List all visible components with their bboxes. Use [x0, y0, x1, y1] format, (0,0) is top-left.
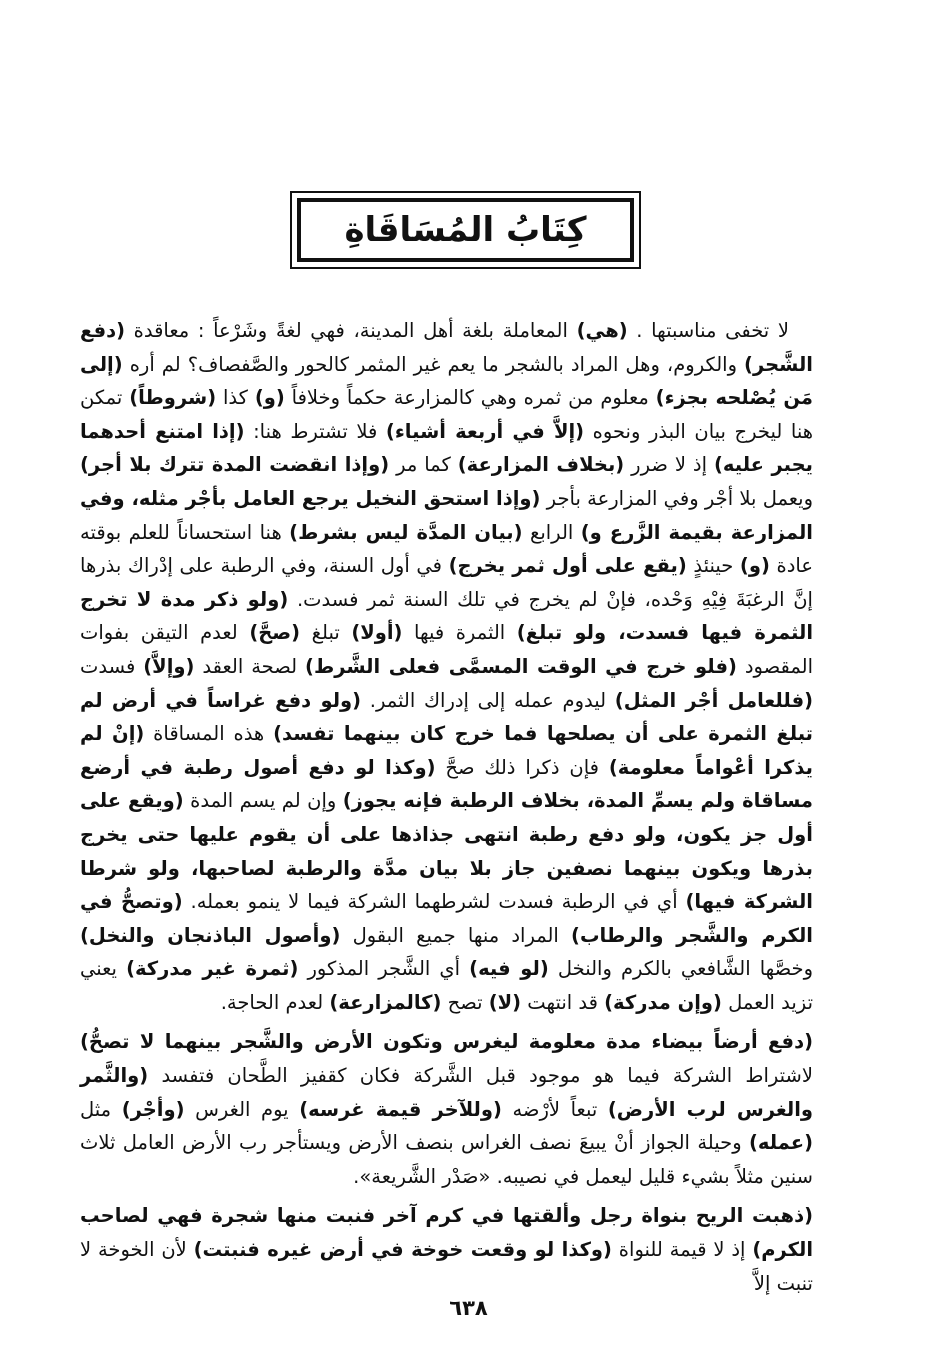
matn-text: (لو فيه)	[469, 957, 549, 981]
commentary-text: في أول السنة، وفي الرطبة على إدْراك بذرها إنَّ الرغبَةَ فِيْهِ وَحْده، فإنْ لم يخرج في تلك السنة ثمر فسدت.	[80, 554, 813, 611]
matn-text: (وإلاَّ)	[143, 654, 195, 678]
page-number: ٦٣٨	[449, 1296, 488, 1320]
commentary-text: يوم الغرس	[184, 1097, 300, 1121]
matn-text: (يقع على أول ثمر يخرج)	[448, 554, 687, 578]
commentary-text: والكروم، وهل المراد بالشجر ما يعم غير المثمر كالحور والصَّفصاف؟ لم أره	[122, 352, 745, 376]
commentary-text: الرابع	[522, 520, 581, 544]
matn-text: (و)	[254, 386, 285, 410]
commentary-text: لأن الخوخة لا تنبت إلاَّ	[80, 1238, 813, 1295]
matn-text: (أولا)	[351, 621, 403, 645]
paragraph	[80, 1199, 813, 1300]
matn-text: (وللآخر قيمة غرسه)	[299, 1097, 502, 1121]
commentary-text: لعدم الحاجة.	[220, 990, 330, 1014]
commentary-text: تصح	[441, 990, 489, 1014]
commentary-text: فلا تشترط هنا:	[244, 419, 386, 443]
matn-text: (ذهبت الريح بنواة رجل وألقتها في كرم آخر فنبت منها شجرة فهي لصاحب الكرم)	[80, 1204, 814, 1262]
commentary-text: مثل	[80, 1097, 122, 1121]
commentary-text: وخصَّها الشَّافعي بالكرم والنخل	[548, 957, 814, 981]
commentary-text: تمكن هنا ليخرج بيان البذر ونحوه	[80, 386, 813, 443]
matn-text: (و)	[739, 554, 770, 578]
commentary-text: معلوم من ثمره وهي كالمزارعة حكماً وخلافاً	[284, 386, 656, 410]
matn-text: (وكذا لو وقعت خوخة في أرض غيره فنبتت)	[193, 1238, 612, 1262]
matn-text: (وأجْر)	[121, 1097, 185, 1121]
matn-text: (بيان المدَّة ليس بشرط)	[289, 520, 523, 544]
commentary-text: فإن ذكرا ذلك صحَّ	[435, 755, 609, 779]
matn-text: (دفع أرضاً بيضاء مدة معلومة ليغرس وتكون الأرض والشَّجر بينهما لا تصحُّ)	[80, 1030, 813, 1054]
matn-text: (كالمزارعة)	[329, 990, 442, 1014]
matn-text: (ويقع على أول جز يكون، ولو دفع رطبة انتهى جذاذها على أن يقوم عليها حتى يخرج بذرها ويكون بينهما نصفين جاز بلا بيان مدَّة والرطبة لصاحبها، ولو شرطا الشركة فيها)	[80, 789, 813, 914]
commentary-text: لصحة العقد	[194, 654, 306, 678]
matn-text: (ثمرة غير مدركة)	[126, 957, 299, 981]
commentary-text: وحيلة الجواز أنْ يبيعَ نصف الغراس بنصف الأرض ويستأجر رب الأرض العامل ثلاث سنين مثلاً بشيء قليل ليعمل في نصيبه. «صَدْر الشَّريعة».	[80, 1131, 813, 1188]
matn-text: (صحَّ)	[249, 621, 301, 645]
matn-text: (هي)	[576, 319, 628, 342]
matn-text: (إلى مَن يُصْلحه بجزء)	[80, 352, 813, 410]
commentary-text: أي في الرطبة فسدت لشرطهما الشركة فيما لا ينمو بعمله.	[182, 890, 686, 914]
matn-text: (وأصول الباذنجان والنخل)	[80, 923, 341, 947]
commentary-text: قد انتهت	[521, 990, 605, 1014]
commentary-text: ويعمل بلا أجْر وفي المزارعة بأجر	[540, 486, 813, 510]
chapter-title: كِتَابُ المُسَاقَاةِ	[344, 210, 587, 250]
matn-text: (بخلاف المزارعة)	[457, 453, 625, 477]
matn-text: (وإن مدركة)	[604, 990, 722, 1014]
commentary-text: يعني تزيد العمل	[80, 957, 813, 1014]
matn-text: (ولو دفع غراساً في أرض لم تبلغ الثمرة على أن يصلحها فما خرج كان بينهما تفسد)	[80, 688, 813, 746]
commentary-text: هذه المساقاة	[144, 722, 274, 746]
commentary-text: لعدم التيقن بفوات المقصود	[80, 621, 813, 678]
commentary-text: فسدت	[80, 654, 144, 678]
matn-text: (وتصحُّ في الكرم والشَّجر والرطاب)	[80, 890, 813, 947]
commentary-text: لاشتراط الشركة فيما هو موجود قبل الشَّركة فكان كقفيز الطَّحان فتفسد	[148, 1064, 813, 1088]
matn-text: (وإذا استحق النخيل يرجع العامل بأجْر مثله، وفي المزارعة بقيمة الزَّرع و)	[80, 486, 813, 544]
commentary-text: ليدوم عمله إلى إدراك الثمر.	[361, 688, 615, 712]
commentary-text: أي الشَّجر المذكور	[298, 957, 470, 981]
paragraph	[80, 1025, 813, 1193]
matn-text: (فلو خرج في الوقت المسمَّى فعلى الشَّرط)	[305, 654, 737, 678]
title-frame	[290, 191, 641, 269]
commentary-text: تبلغ	[300, 621, 352, 645]
matn-text: (ولو ذكر مدة لا تخرج الثمرة فيها فسدت، ولو تبلغ)	[80, 587, 813, 645]
commentary-text: كما مر	[389, 453, 458, 477]
matn-text: (إنْ لم يذكرا أعْواماً معلومة)	[80, 722, 813, 779]
commentary-text: هنا استحساناً للعلم بوقته عادة	[80, 520, 813, 578]
commentary-text: إذ لا قيمة للنواة	[611, 1238, 753, 1262]
commentary-text: وإن لم يسم المدة	[183, 789, 343, 813]
matn-text: (شروطاً)	[129, 386, 217, 410]
matn-text: (والثَّمر والغرس لرب الأرض)	[80, 1064, 814, 1121]
matn-text: (دفع الشَّجر)	[80, 319, 813, 376]
matn-text: (فللعامل أجْر المثل)	[614, 688, 814, 712]
commentary-text: كذا	[216, 386, 255, 410]
paragraph	[80, 314, 813, 1019]
matn-text: (عمله)	[748, 1131, 813, 1155]
matn-text: (وإذا انقضت المدة تترك بلا أجر)	[80, 453, 390, 477]
matn-text: (إذا امتنع أحدهما يجبر عليه)	[80, 419, 813, 477]
commentary-text: المعاملة بلغة أهل المدينة، فهي لغةً وشَرْعاً : معاقدة	[125, 319, 577, 342]
commentary-text: حينئذٍ	[686, 554, 740, 578]
matn-text: (وكذا لو دفع أصول رطبة في أرضع مساقاة ولم يسمِّ المدة، بخلاف الرطبة فإنه يجوز)	[80, 755, 814, 813]
commentary-text: تبعاً لأرْضه	[501, 1097, 608, 1121]
matn-text: (لا)	[488, 990, 522, 1014]
body-text	[80, 314, 813, 1300]
commentary-text: المراد منها جميع البقول	[340, 923, 572, 947]
matn-text: (إلاَّ في أربعة أشياء)	[385, 419, 585, 443]
commentary-text: الثمرة فيها	[402, 621, 517, 645]
commentary-text: لا تخفى مناسبتها .	[627, 319, 789, 342]
commentary-text: إذ لا ضرر	[624, 453, 714, 477]
